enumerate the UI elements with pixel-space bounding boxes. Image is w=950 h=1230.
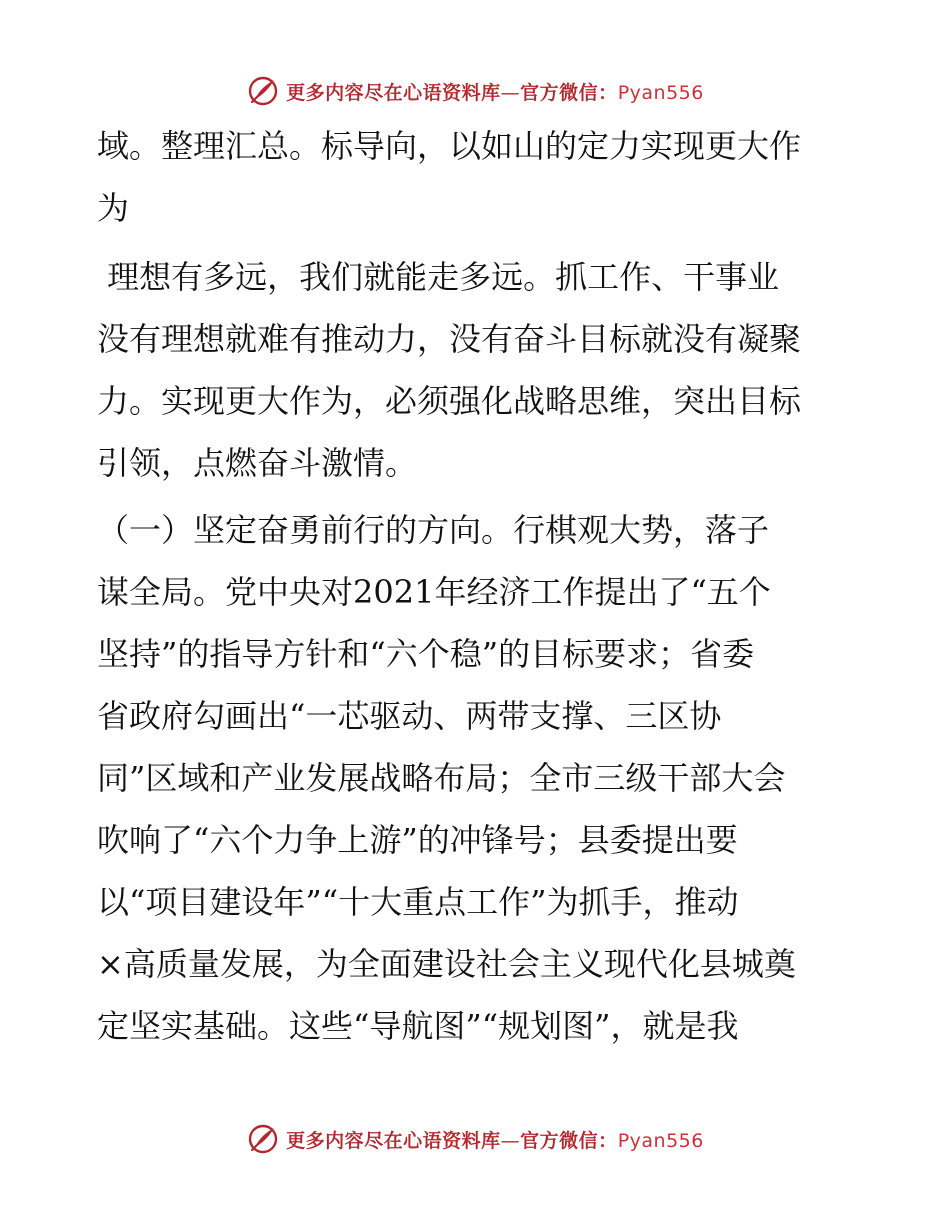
text-line: 吹响了“六个力争上游”的冲锋号；县委提出要 [97, 821, 738, 859]
banner-wechat-label: 官方微信： [520, 1129, 618, 1152]
banner-wechat-label: 官方微信： [520, 81, 618, 104]
banner-wechat-id: Pyan556 [617, 1129, 704, 1152]
banner-main-text: 更多内容尽在心语资料库 [286, 1129, 501, 1152]
text-line: 域。整理汇总。标导向，以如山的定力实现更大作 [97, 127, 802, 165]
paragraph-1 [97, 115, 857, 239]
banner-wechat-id: Pyan556 [617, 81, 704, 104]
banner-separator: — [500, 81, 521, 104]
text-line: ×高质量发展，为全面建设社会主义现代化县城奠 [97, 945, 796, 983]
banner-text [286, 1126, 704, 1153]
text-line: 引领，点燃奋斗激情。 [97, 444, 418, 482]
feather-quill-logo-icon [246, 74, 280, 108]
text-line: 力。实现更大作为，必须强化战略思维，突出目标 [97, 382, 802, 420]
paragraph-3 [97, 499, 857, 1057]
text-line: 谋全局。党中央对2021年经济工作提出了“五个 [97, 573, 771, 611]
text-line: 同”区域和产业发展战略布局；全市三级干部大会 [97, 759, 786, 797]
paragraph-2 [97, 246, 857, 494]
banner-main-text: 更多内容尽在心语资料库 [286, 81, 501, 104]
text-line: 以“项目建设年”“十大重点工作”为抓手，推动 [97, 883, 739, 921]
text-line: 定坚实基础。这些“导航图”“规划图”，就是我 [97, 1007, 739, 1045]
text-line: 为 [97, 189, 130, 227]
banner-separator: — [500, 1129, 521, 1152]
text-line: 理想有多远，我们就能走多远。抓工作、干事业 [97, 258, 780, 296]
text-line: 省政府勾画出“一芯驱动、两带支撑、三区协 [97, 697, 722, 735]
text-line: 没有理想就难有推动力，没有奋斗目标就没有凝聚 [97, 320, 802, 358]
banner-text [286, 78, 704, 105]
header-banner [0, 71, 950, 111]
text-line: 坚持”的指导方针和“六个稳”的目标要求；省委 [97, 635, 755, 673]
footer-banner [0, 1119, 950, 1159]
text-line: （一）坚定奋勇前行的方向。行棋观大势，落子 [97, 511, 770, 549]
feather-quill-logo-icon [246, 1122, 280, 1156]
